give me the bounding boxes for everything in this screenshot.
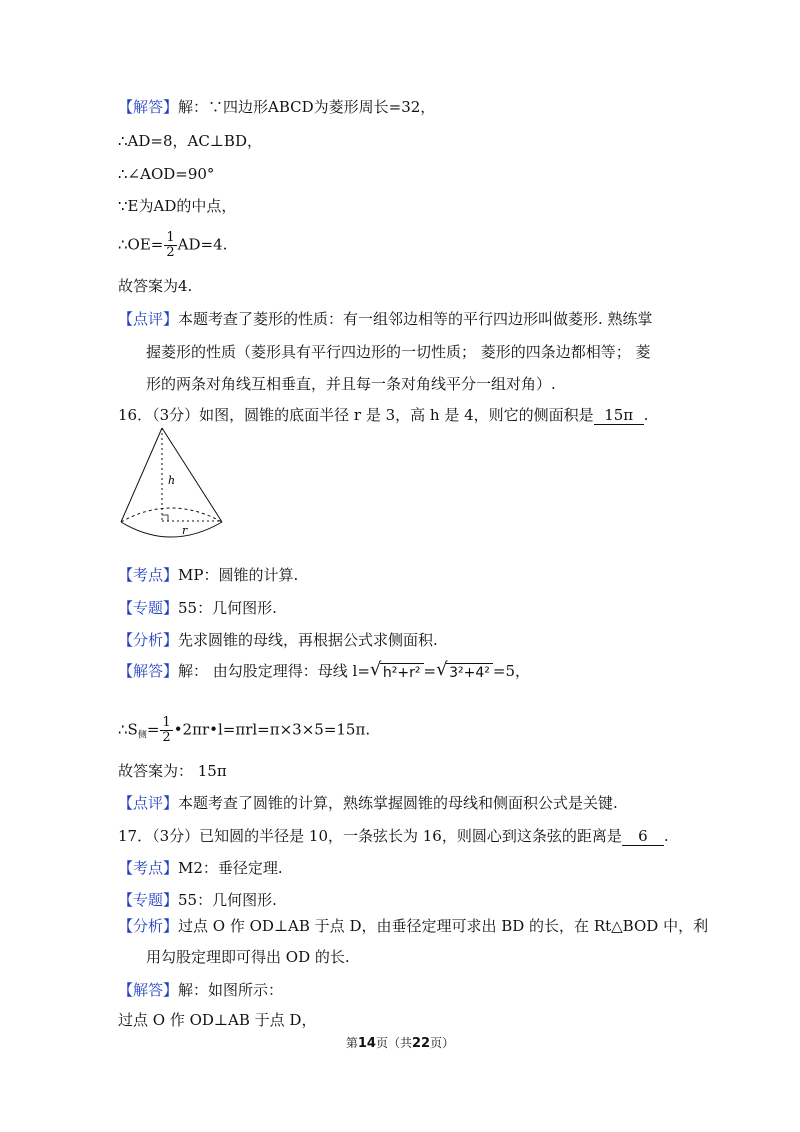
area-prefix: ∴S [118,720,138,739]
q15-line-5 [118,231,227,260]
tag-point: 【考点】 [118,566,179,584]
q16-answer-line: 故答案为： 15π [118,762,227,780]
q16-fenxi [118,629,438,651]
q17-jieda [118,979,283,1001]
q16-kaodian-text: MP：圆锥的计算. [178,566,299,584]
page-footer [0,1034,800,1051]
q17-zhuanti-text: 55：几何图形. [178,891,277,909]
q15-line-3: ∴∠AOD=90° [118,165,215,183]
cone-figure [116,424,228,542]
q15-line-4: ∵E为AD的中点， [118,197,237,215]
footer-suffix: 页） [430,1036,455,1050]
fraction-half [164,231,176,260]
radicand-2: 3²+4² [446,663,493,682]
tag-comment: 【点评】 [118,310,179,328]
q16-zhuanti [118,597,277,619]
fraction-numerator-2: 1 [162,715,171,730]
q17-stem-text: 17．（3分）已知圆的半径是 10，一条弦长为 16，则圆心到这条弦的距离是 [118,827,622,845]
q16-kaodian [118,564,298,586]
q16-fenxi-text: 先求圆锥的母线，再根据公式求侧面积. [178,631,438,649]
sqrt-expression-1: √ h²+r² [370,661,424,683]
label-h: h [168,474,176,487]
q17-stem-end: . [663,827,669,845]
tag-solution-2: 【解答】 [118,662,179,680]
area-formula: •2πr•l=πrl=π×3×5=15π. [173,720,371,739]
q17-zhuanti [118,889,277,911]
footer-middle: 页（共 [375,1036,412,1050]
right-angle-mark [162,515,168,521]
q17-fenxi-line-2: 用勾股定理即可得出 OD 的长. [146,948,350,966]
q16-jieda [118,660,530,683]
fraction-denominator: 2 [166,245,175,260]
page-number: 14 [357,1036,376,1051]
q17-kaodian-text: M2：垂径定理. [178,859,283,877]
q16-answer-blank: 15π [594,406,644,425]
q16-jieda-text: 解： 由勾股定理得：母线 l= [178,662,370,680]
radicand-1: h²+r² [380,663,424,682]
q17-fenxi-line-1 [118,915,708,937]
equals-sign: = [423,662,437,680]
q17-answer-blank: 6 [622,827,664,846]
q16-area-line [118,716,370,747]
q16-comment [118,792,618,814]
cone-base-front [121,522,222,537]
q16-comment-text: 本题考查了圆锥的计算，熟练掌握圆锥的母线和侧面积公式是关键. [178,794,618,812]
q17-jieda-text: 解：如图所示： [178,981,284,999]
label-r: r [182,524,188,537]
sqrt-expression-2: √ 3²+4² [436,661,493,683]
q16-stem [118,404,648,426]
q17-last-line: 过点 O 作 OD⊥AB 于点 D， [118,1011,317,1029]
fraction-denominator-2: 2 [162,730,171,745]
q16-stem-text: 16．（3分）如图，圆锥的底面半径 r 是 3，高 h 是 4，则它的侧面积是 [118,406,594,424]
q16-jieda-result: =5， [492,662,530,680]
cone-slant-left [121,428,162,522]
tag-topic-2: 【专题】 [118,891,179,909]
area-subscript: 侧 [137,730,147,741]
footer-prefix: 第 [345,1036,358,1050]
tag-solution-3: 【解答】 [118,981,179,999]
tag-solution: 【解答】 [118,98,179,116]
q17-stem [118,825,669,847]
q15-text-1: 解：∵四边形ABCD为菱形周长=32， [178,98,436,116]
q15-comment-line-3: 形的两条对角线互相垂直，并且每一条对角线平分一组对角）. [146,375,556,393]
fraction-half-2 [160,716,172,745]
q15-comment-line-1 [118,308,653,330]
page-total: 22 [412,1036,431,1051]
tag-analysis: 【分析】 [118,631,179,649]
q15-comment-line-2: 握菱形的性质（菱形具有平行四边形的一切性质； 菱形的四条边都相等； 菱 [146,343,651,361]
tag-analysis-2: 【分析】 [118,917,179,935]
q15-comment-text-1: 本题考查了菱形的性质：有一组邻边相等的平行四边形叫做菱形. 熟练掌 [178,310,653,328]
q15-solution-line-1 [118,96,435,118]
q15-answer-line: 故答案为4. [118,277,193,295]
q17-fenxi-text-1: 过点 O 作 OD⊥AB 于点 D，由垂径定理可求出 BD 的长，在 Rt△BOD 中，利 [178,917,709,935]
q15-oe-prefix: ∴OE= [118,235,164,254]
q15-oe-suffix: AD=4. [177,235,228,254]
q16-stem-end: . [643,406,649,424]
tag-point-2: 【考点】 [118,859,179,877]
q17-kaodian [118,857,283,879]
tag-topic: 【专题】 [118,599,179,617]
tag-comment-2: 【点评】 [118,794,179,812]
fraction-numerator: 1 [166,230,175,245]
q15-line-2: ∴AD=8，AC⊥BD， [118,132,262,150]
area-equals: = [146,720,160,739]
cone-base-back [121,508,222,522]
q16-zhuanti-text: 55：几何图形. [178,599,277,617]
